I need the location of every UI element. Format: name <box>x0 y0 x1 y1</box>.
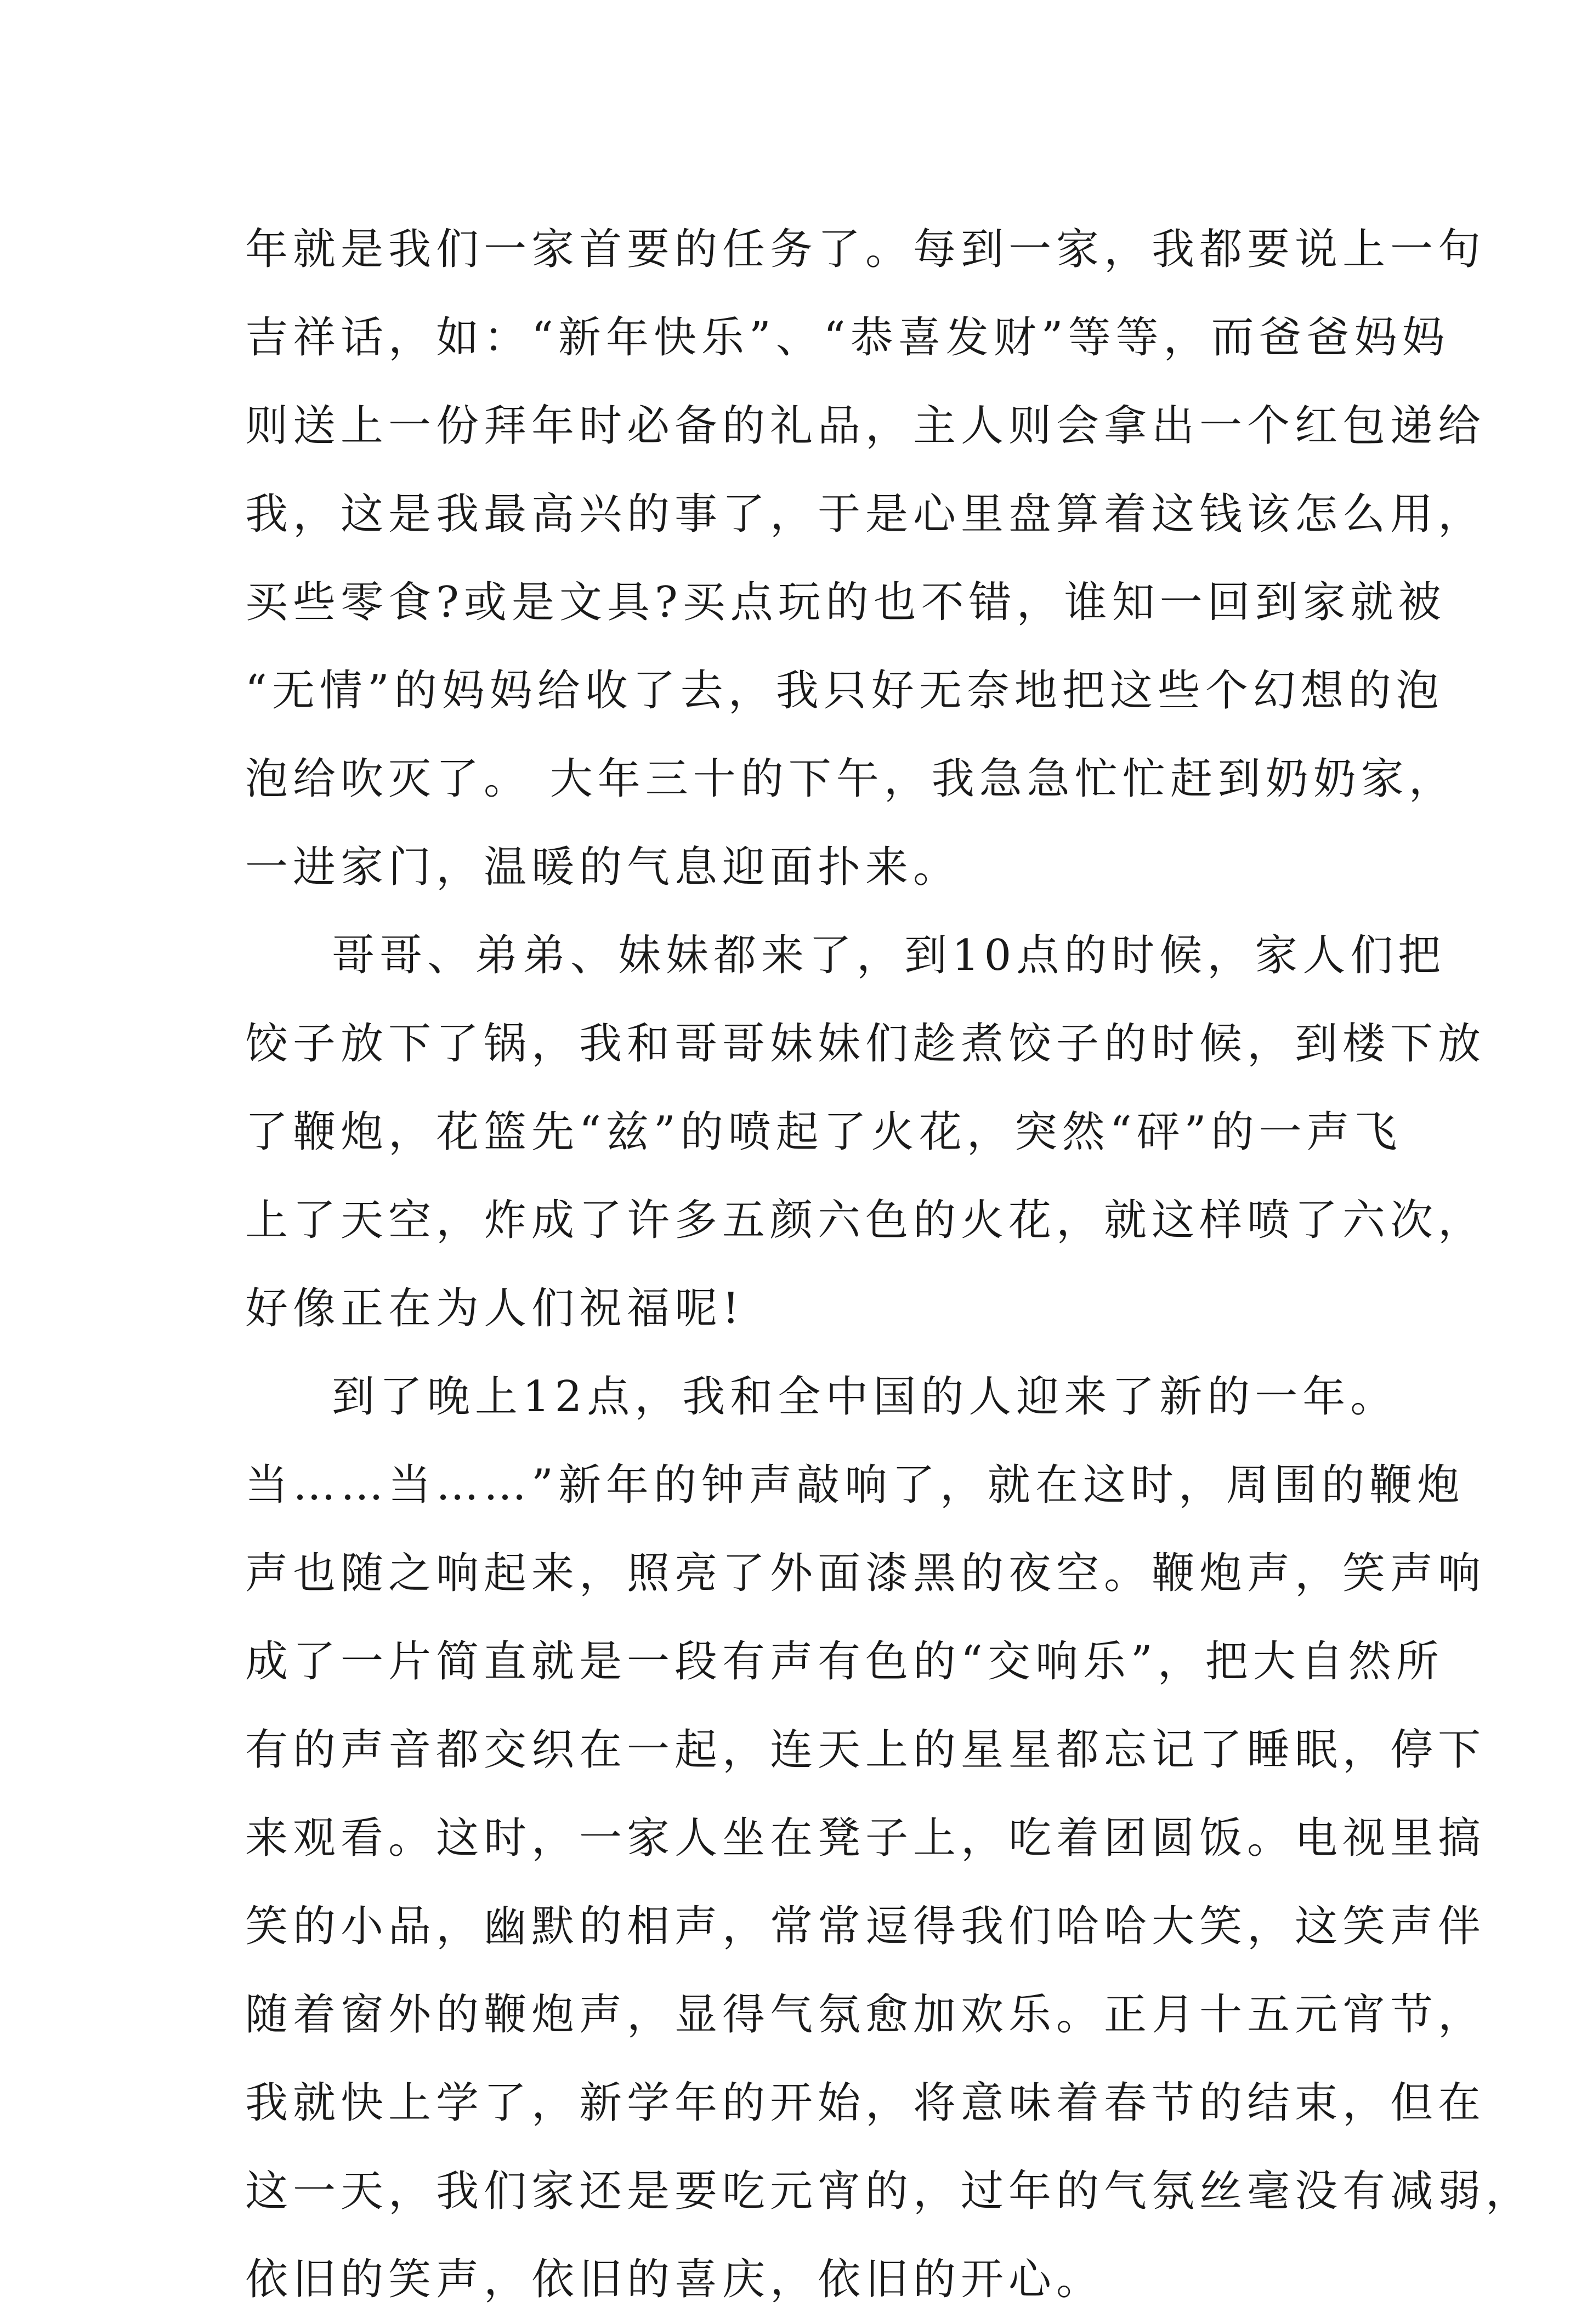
text-line: 声也随之响起来，照亮了外面漆黑的夜空。鞭炮声，笑声响 <box>245 1549 1486 1598</box>
paragraph-first-line: 到了晚上12点，我和全中国的人迎来了新的一年。 <box>332 1372 1398 1422</box>
text-line: 我，这是我最高兴的事了，于是心里盘算着这钱该怎么用， <box>245 490 1486 539</box>
text-line: 笑的小品，幽默的相声，常常逗得我们哈哈大笑，这笑声伴 <box>245 1902 1486 1951</box>
text-line: 吉祥话，如：“新年快乐”、“恭喜发财”等等，而爸爸妈妈 <box>245 313 1450 362</box>
paragraph-first-line: 哥哥、弟弟、妹妹都来了，到10点的时候，家人们把 <box>332 931 1446 980</box>
text-line: 当……当……”新年的钟声敲响了，就在这时，周围的鞭炮 <box>245 1461 1465 1510</box>
text-line: 饺子放下了锅，我和哥哥妹妹们趁煮饺子的时候，到楼下放 <box>245 1019 1486 1069</box>
text-line: 则送上一份拜年时必备的礼品，主人则会拿出一个红包递给 <box>245 401 1486 451</box>
text-line: 买些零食?或是文具?买点玩的也不错，谁知一回到家就被 <box>245 578 1446 627</box>
text-line: 上了天空，炸成了许多五颜六色的火花，就这样喷了六次， <box>245 1196 1486 1245</box>
text-line: 有的声音都交织在一起，连天上的星星都忘记了睡眠，停下 <box>245 1725 1486 1775</box>
text-line: 这一天，我们家还是要吃元宵的，过年的气氛丝毫没有减弱， <box>245 2167 1534 2216</box>
text-line: 随着窗外的鞭炮声，显得气氛愈加欢乐。正月十五元宵节， <box>245 1990 1486 2039</box>
text-line: 了鞭炮，花篮先“兹”的喷起了火花，突然“砰”的一声飞 <box>245 1107 1402 1157</box>
text-line: “无情”的妈妈给收了去，我只好无奈地把这些个幻想的泡 <box>245 666 1444 715</box>
document-body <box>245 206 1534 2324</box>
text-line: 年就是我们一家首要的任务了。每到一家，我都要说上一句 <box>245 225 1486 274</box>
text-line: 来观看。这时，一家人坐在凳子上，吃着团圆饭。电视里搞 <box>245 1814 1486 1863</box>
text-line: 我就快上学了，新学年的开始，将意味着春节的结束，但在 <box>245 2078 1486 2128</box>
text-line: 一进家门，温暖的气息迎面扑来。 <box>245 843 961 892</box>
text-line: 好像正在为人们祝福呢! <box>245 1284 745 1333</box>
text-line: 泡给吹灭了。 大年三十的下午，我急急忙忙赶到奶奶家， <box>245 754 1456 804</box>
text-line: 成了一片简直就是一段有声有色的“交响乐”，把大自然所 <box>245 1637 1444 1686</box>
text-line: 依旧的笑声，依旧的喜庆，依旧的开心。 <box>245 2255 1104 2304</box>
